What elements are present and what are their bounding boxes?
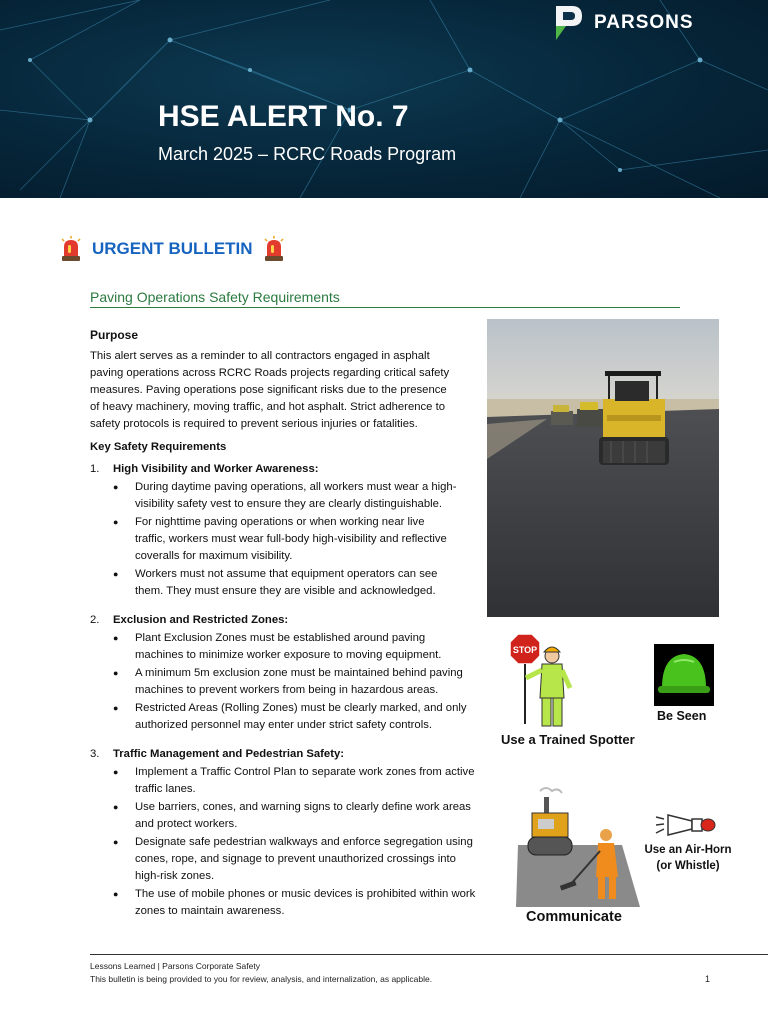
logo-wordmark: PARSONS bbox=[594, 12, 694, 33]
list-item: ● Designate safe pedestrian walkways and enforce segregation using cones, rope, and signage to prevent unauthorized crossings into high-risk zones. bbox=[113, 834, 482, 885]
list-item: ● During daytime paving operations, all workers must wear a high- visibility safety vest to ensure they are clearly distinguishable. bbox=[113, 479, 482, 513]
paving-photo bbox=[487, 319, 719, 617]
air-horn-caption-line: (or Whistle) bbox=[656, 860, 720, 872]
list-item: ● A minimum 5m exclusion zone must be maintained behind paving machines to prevent workers from being in hazardous areas. bbox=[113, 665, 482, 699]
list-item: ● The use of mobile phones or music devices is prohibited within work zones to maintain awareness. bbox=[113, 886, 482, 920]
page-title: HSE ALERT No. 7 bbox=[158, 100, 409, 133]
requirement-item-2 bbox=[90, 612, 482, 629]
paving-machine-image bbox=[487, 319, 719, 617]
list-item: ● Plant Exclusion Zones must be established around paving machines to minimize worker exposure to moving equipment. bbox=[113, 630, 482, 664]
purpose-line: This alert serves as a reminder to all contractors engaged in asphalt bbox=[90, 350, 430, 362]
bullet-list bbox=[113, 630, 482, 734]
bullet-line: Use barriers, cones, and warning signs to clearly define work areas bbox=[135, 801, 471, 813]
footer-divider bbox=[90, 954, 768, 955]
bullet-line: authorized personnel may enter under strict safety controls. bbox=[135, 719, 433, 731]
air-horn-caption bbox=[643, 842, 733, 874]
list-item: ● For nighttime paving operations or when working near live traffic, workers must wear full-body high-visibility and reflective coveralls for maximum visibility. bbox=[113, 514, 482, 565]
bullet-line: them. They must ensure they are visible and acknowledged. bbox=[135, 585, 436, 597]
list-item: ● Implement a Traffic Control Plan to separate work zones from active traffic lanes. bbox=[113, 764, 482, 798]
page-number: 1 bbox=[705, 974, 711, 984]
air-horn-caption-line: Use an Air-Horn bbox=[644, 844, 732, 856]
air-horn-icon bbox=[656, 815, 715, 835]
footer-source: Lessons Learned | Parsons Corporate Safety bbox=[90, 961, 260, 971]
bullet-line: Workers must not assume that equipment operators can see bbox=[135, 568, 438, 580]
bullet-line: Designate safe pedestrian walkways and enforce segregation using bbox=[135, 836, 473, 848]
footer-disclaimer: This bulletin is being provided to you for review, analysis, and internalization, as applicable. bbox=[90, 974, 433, 984]
bullet-line: Implement a Traffic Control Plan to separate work zones from active bbox=[135, 766, 475, 778]
urgent-bulletin-label: URGENT BULLETIN bbox=[92, 239, 253, 258]
spotter-caption: Use a Trained Spotter bbox=[501, 732, 635, 747]
police-siren-icon bbox=[263, 236, 285, 262]
section-title: Paving Operations Safety Requirements bbox=[90, 289, 340, 305]
requirement-item-3 bbox=[90, 746, 482, 763]
item-number: 1. bbox=[90, 463, 100, 475]
urgent-bulletin-heading bbox=[60, 236, 285, 262]
list-item: ● Restricted Areas (Rolling Zones) must be clearly marked, and only authorized personnel may enter under strict safety controls. bbox=[113, 700, 482, 734]
parsons-p-icon bbox=[552, 4, 584, 42]
purpose-heading: Purpose bbox=[90, 328, 139, 342]
bullet-line: high-risk zones. bbox=[135, 870, 215, 882]
bullet-line: and protect workers. bbox=[135, 818, 238, 830]
bullet-line: machines to prevent workers from being in hazardous areas. bbox=[135, 684, 439, 696]
item-title: Exclusion and Restricted Zones: bbox=[113, 614, 289, 626]
bullet-line: visibility safety vest to ensure they are clearly distinguishable. bbox=[135, 498, 443, 510]
list-item: ● Workers must not assume that equipment operators can see them. They must ensure they are visible and acknowledged. bbox=[113, 566, 482, 600]
purpose-paragraph bbox=[90, 348, 482, 433]
key-requirements-heading: Key Safety Requirements bbox=[90, 441, 227, 453]
bullet-line: cones, rope, and signage to prevent unauthorized crossings into bbox=[135, 853, 456, 865]
requirement-item-1 bbox=[90, 461, 482, 478]
bullet-line: Plant Exclusion Zones must be established around paving bbox=[135, 632, 426, 644]
item-number: 3. bbox=[90, 748, 100, 760]
police-siren-icon bbox=[60, 236, 82, 262]
bullet-line: The use of mobile phones or music devices is prohibited within work bbox=[135, 888, 476, 900]
section-divider bbox=[90, 307, 680, 308]
hard-hat-icon bbox=[654, 644, 714, 706]
item-title: Traffic Management and Pedestrian Safety: bbox=[113, 748, 345, 760]
stop-sign-icon bbox=[510, 634, 540, 724]
roller-machine-icon bbox=[528, 788, 572, 855]
bullet-line: A minimum 5m exclusion zone must be maintained behind paving bbox=[135, 667, 463, 679]
purpose-line: safety protocols is required to prevent serious injuries or fatalities. bbox=[90, 418, 418, 430]
header-banner bbox=[0, 0, 768, 198]
bullet-line: Restricted Areas (Rolling Zones) must be clearly marked, and only bbox=[135, 702, 467, 714]
bullet-line: zones to maintain awareness. bbox=[135, 905, 285, 917]
bullet-line: traffic, workers must wear full-body high-visibility and reflective bbox=[135, 533, 447, 545]
text-column bbox=[90, 327, 482, 920]
purpose-line: measures. Paving operations pose significant risks due to the presence bbox=[90, 384, 447, 396]
parsons-logo bbox=[552, 4, 694, 42]
stop-sign-text: STOP bbox=[512, 645, 538, 655]
list-item: ● Use barriers, cones, and warning signs to clearly define work areas and protect workers. bbox=[113, 799, 482, 833]
bullet-line: traffic lanes. bbox=[135, 783, 196, 795]
item-title: High Visibility and Worker Awareness: bbox=[113, 463, 319, 475]
bullet-line: coveralls for maximum visibility. bbox=[135, 550, 293, 562]
bullet-line: For nighttime paving operations or when working near live bbox=[135, 516, 425, 528]
bullet-line: During daytime paving operations, all workers must wear a high- bbox=[135, 481, 457, 493]
communicate-caption: Communicate bbox=[526, 909, 622, 925]
purpose-line: of heavy machinery, moving traffic, and hot asphalt. Strict adherence to bbox=[90, 401, 445, 413]
bullet-list bbox=[113, 764, 482, 920]
bullet-list bbox=[113, 479, 482, 600]
bullet-line: machines to minimize worker exposure to moving equipment. bbox=[135, 649, 442, 661]
be-seen-caption: Be Seen bbox=[657, 709, 707, 723]
purpose-line: paving operations across RCRC Roads projects regarding critical safety bbox=[90, 367, 450, 379]
page-subtitle: March 2025 – RCRC Roads Program bbox=[158, 144, 457, 164]
item-number: 2. bbox=[90, 614, 100, 626]
